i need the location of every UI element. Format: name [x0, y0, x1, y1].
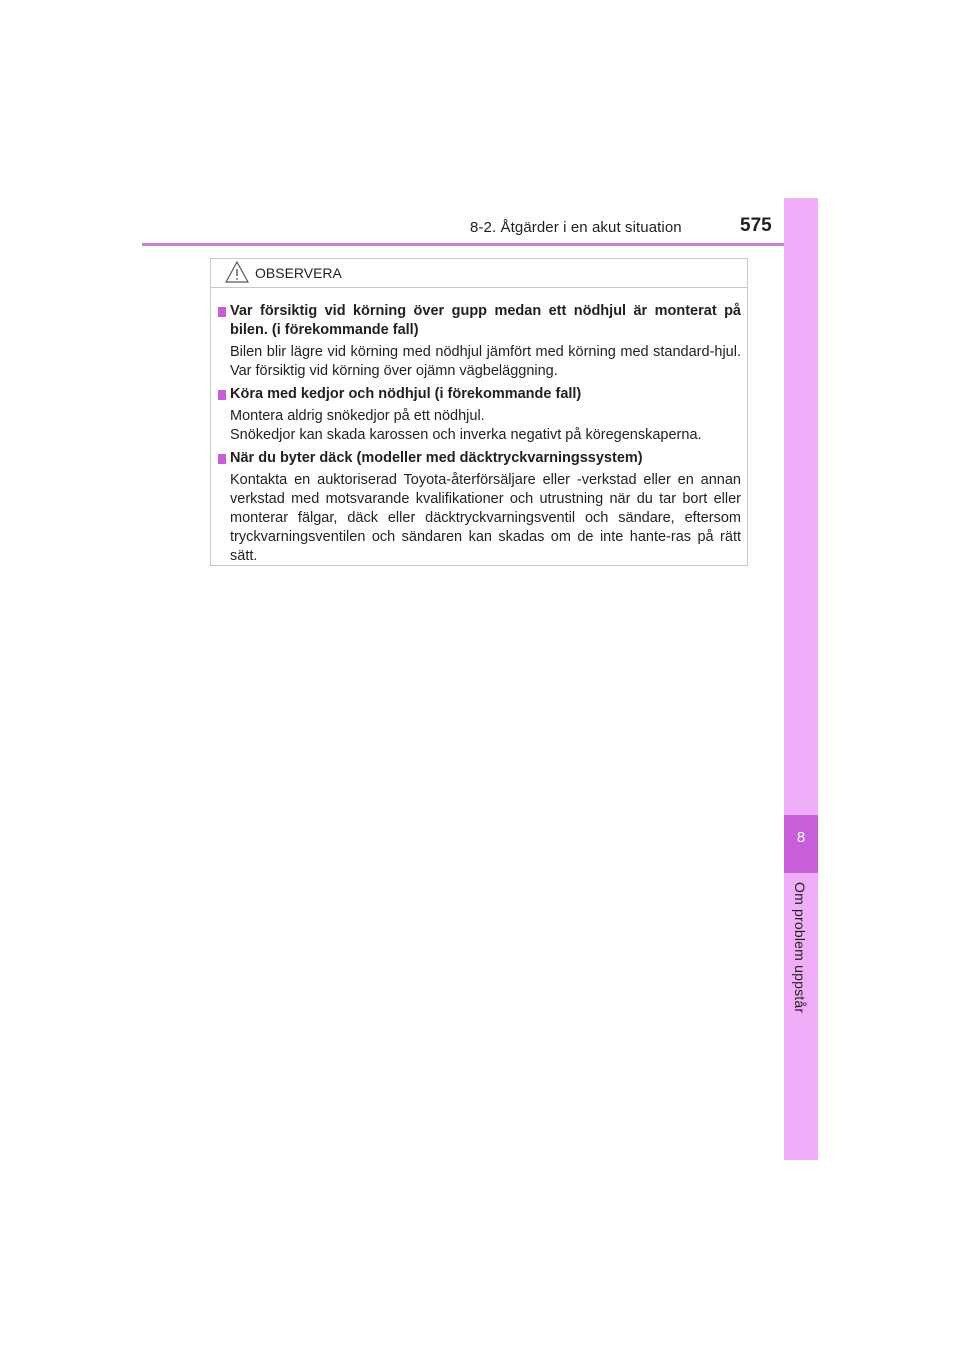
caution-header: [211, 259, 747, 288]
header-rule: [142, 243, 818, 246]
caution-body: [211, 288, 747, 566]
caution-item: [218, 302, 741, 381]
caution-item-text: Snökedjor kan skada karossen och inverka negativt på köregenskaperna.: [230, 427, 702, 443]
caution-item-text: Montera aldrig snökedjor på ett nödhjul.: [230, 408, 485, 424]
caution-item-heading: När du byter däck (modeller med däcktryckvarningssystem): [230, 450, 643, 466]
chapter-number: 8: [796, 829, 806, 846]
caution-item-text: Kontakta en auktoriserad Toyota-återförsäljare eller -verkstad eller en annan verkstad med motsvarande kvalifikationer och utrustning när du tar bort eller monterar fälgar, däck eller däcktryckvarningsventil och sändare, eftersom tryckvarningsventilen och sändaren kan skadas om de inte hante-ras på rätt sätt.: [230, 472, 741, 564]
caution-item-text: Bilen blir lägre vid körning med nödhjul jämfört med körning med standard-hjul. Var försiktig vid körning över ojämn vägbeläggning.: [230, 344, 741, 379]
caution-item: [218, 385, 741, 445]
caution-item-heading: Köra med kedjor och nödhjul (i förekommande fall): [230, 386, 582, 402]
caution-item: [218, 449, 741, 566]
warning-triangle-icon: [225, 261, 249, 283]
square-bullet-icon: [218, 454, 226, 464]
page-number: 575: [740, 215, 772, 236]
square-bullet-icon: [218, 390, 226, 400]
section-title: 8-2. Åtgärder i en akut situation: [470, 219, 682, 236]
chapter-title: Om problem uppstår: [792, 882, 808, 1014]
caution-title: OBSERVERA: [255, 265, 342, 281]
caution-item-heading: Var försiktig vid körning över gupp medan ett nödhjul är monterat på bilen. (i förekommande fall): [230, 303, 741, 338]
square-bullet-icon: [218, 307, 226, 317]
caution-box: [210, 258, 748, 566]
